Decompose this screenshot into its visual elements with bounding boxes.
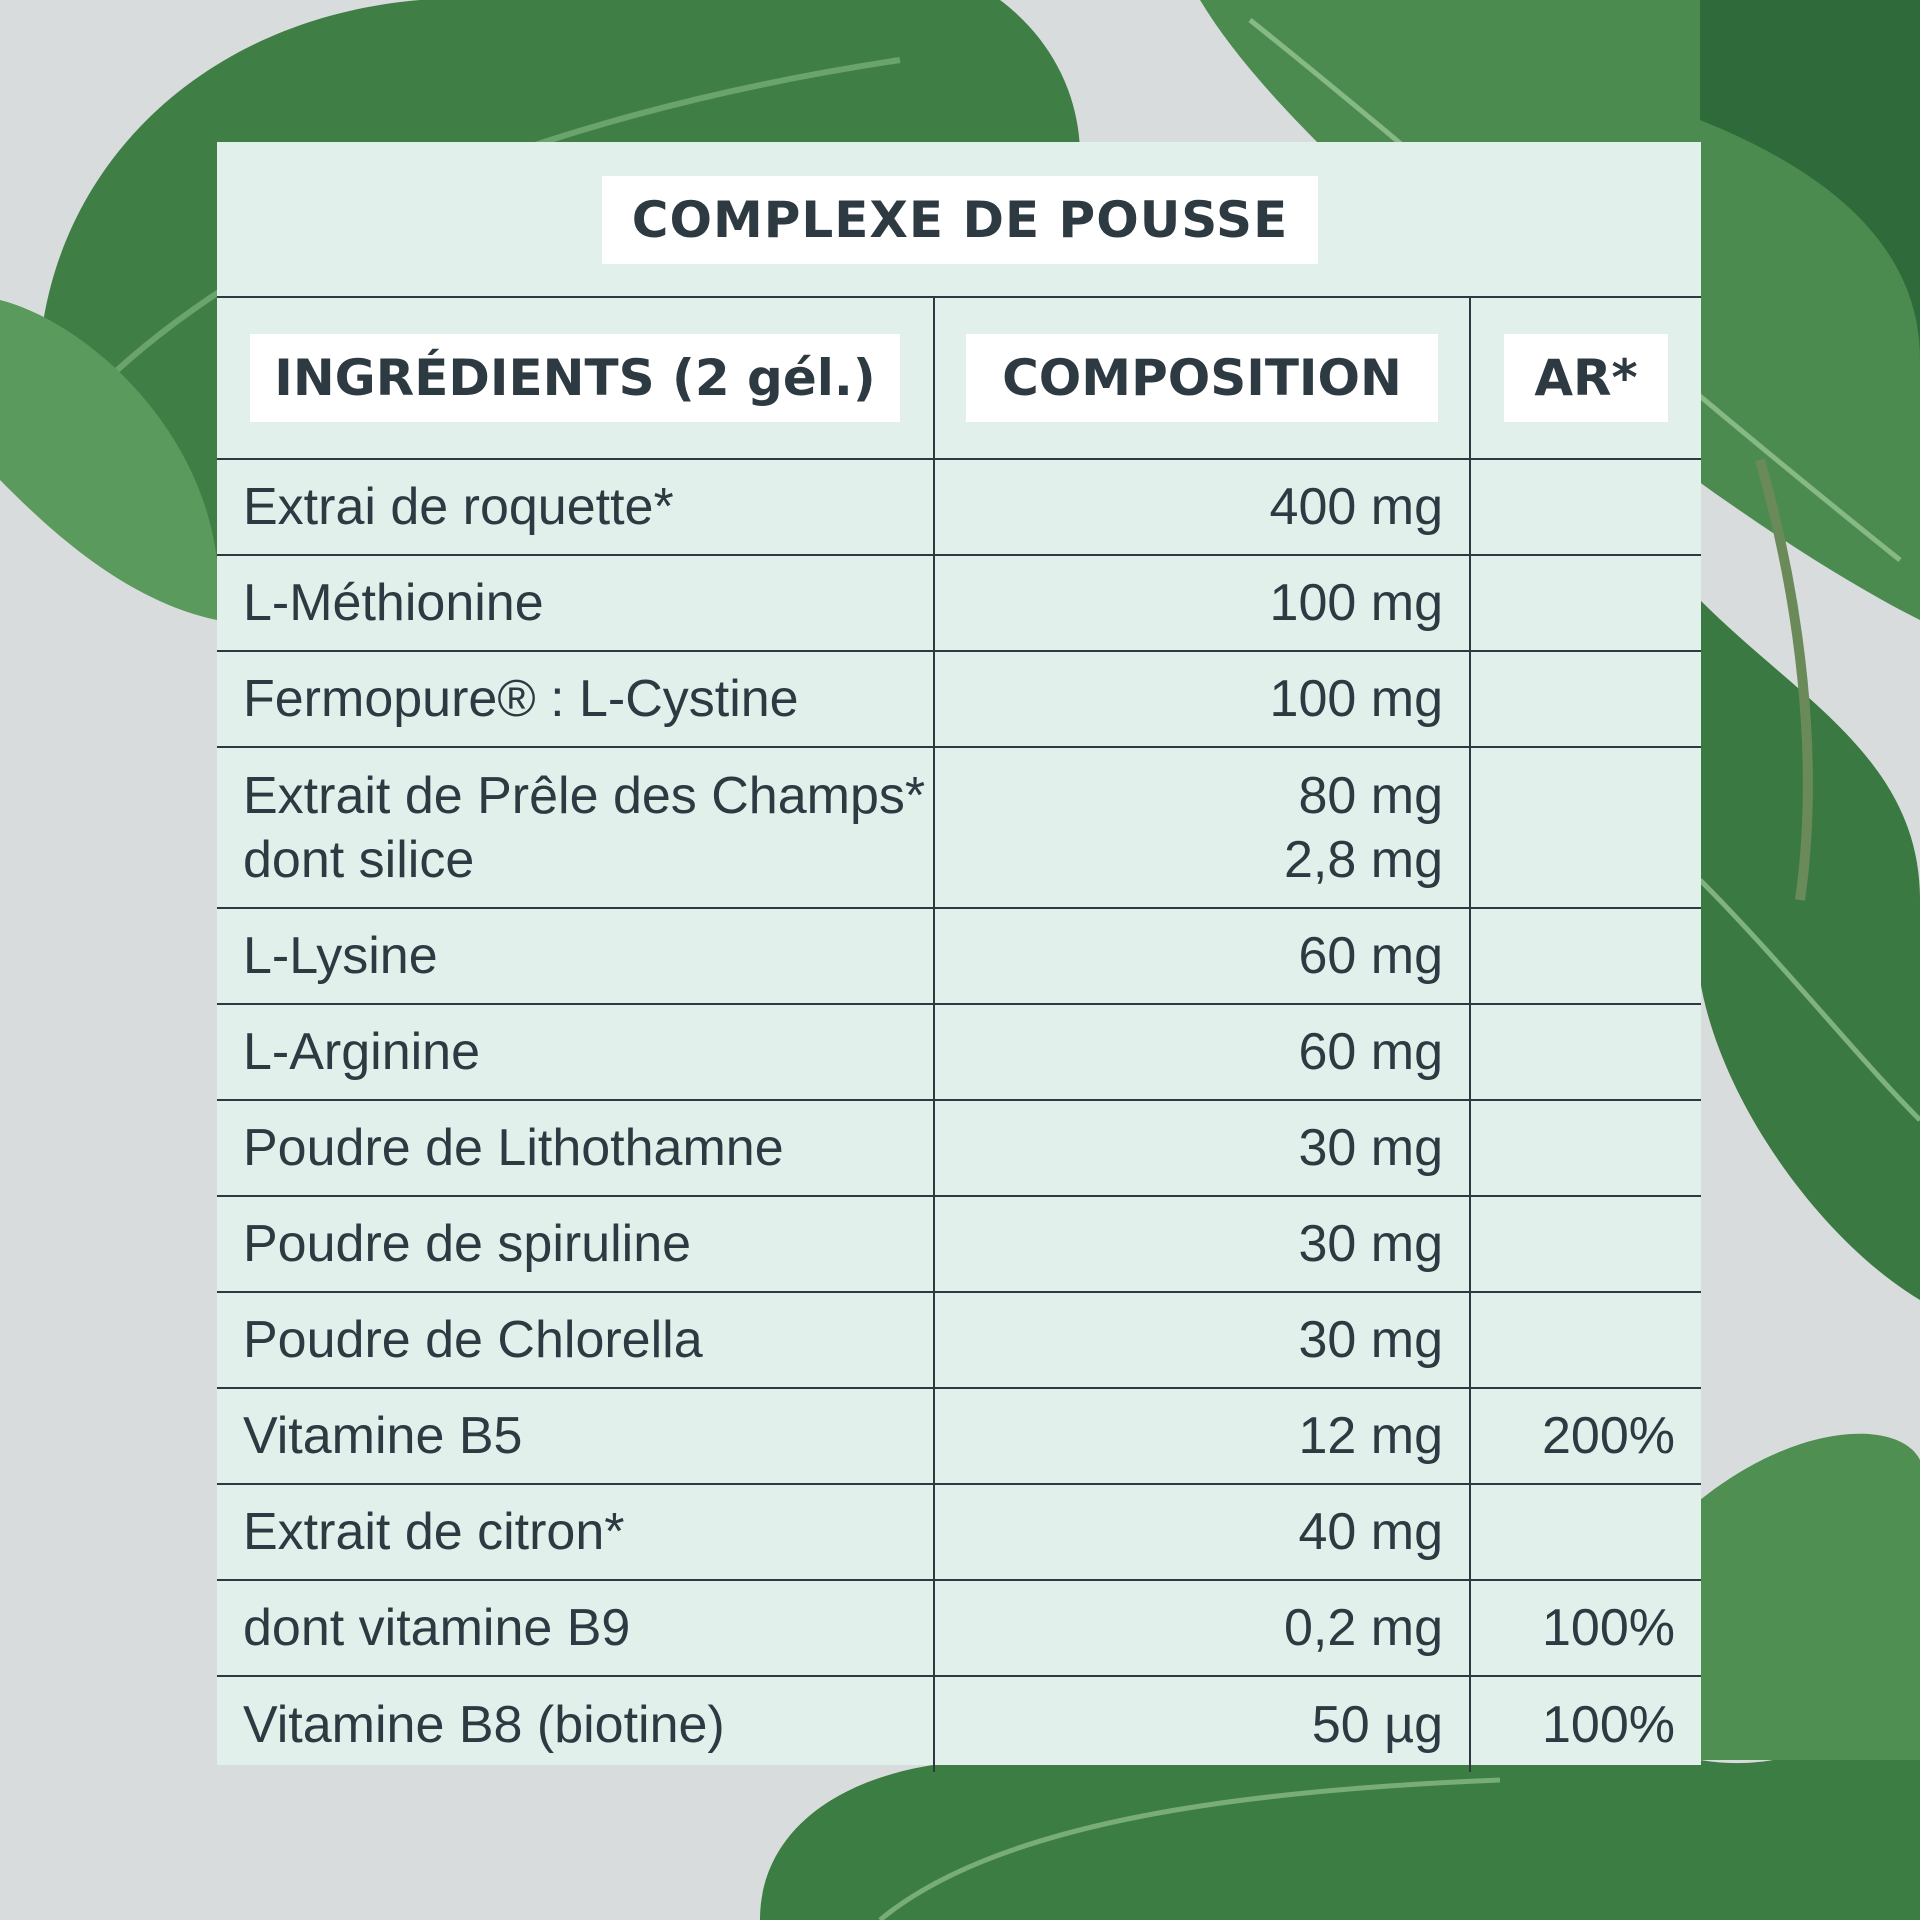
ingredient-sub-amount: 2,8 mg [1284,830,1443,889]
table-row [217,1676,1701,1772]
ingredient-name: Extrait de citron* [217,1484,934,1580]
ingredient-name: Poudre de spiruline [217,1196,934,1292]
title-section [217,142,1701,298]
ingredient-ar [1470,747,1701,908]
ingredient-amount: 0,2 mg [934,1580,1470,1676]
ingredient-amount: 100 mg [934,555,1470,651]
header-row [217,298,1701,459]
ingredient-name: Extrai de roquette* [217,459,934,555]
table-row [217,1388,1701,1484]
ingredient-amount: 40 mg [934,1484,1470,1580]
ingredient-ar [1470,1100,1701,1196]
ingredient-sub-name: dont silice [243,830,475,889]
ingredient-name: Vitamine B8 (biotine) [217,1676,934,1772]
ingredient-ar [1470,1004,1701,1100]
ingredients-table [217,298,1701,1772]
ingredient-name: L-Méthionine [217,555,934,651]
ingredient-ar: 100% [1470,1676,1701,1772]
ingredient-name [217,747,934,908]
ingredient-amount: 60 mg [934,908,1470,1004]
ingredient-main-name: Extrait de Prêle des Champs* [243,766,926,825]
header-ingredients [217,298,934,459]
ingredient-amount: 50 µg [934,1676,1470,1772]
table-row [217,1292,1701,1388]
ingredient-ar [1470,1196,1701,1292]
table-row [217,651,1701,747]
table-row [217,747,1701,908]
table-title: COMPLEXE DE POUSSE [602,176,1318,264]
ingredient-name: Fermopure® : L-Cystine [217,651,934,747]
table-row [217,555,1701,651]
header-ingredients-label: INGRÉDIENTS (2 gél.) [250,334,900,422]
ingredient-amount: 30 mg [934,1292,1470,1388]
header-ar-label: AR* [1504,334,1668,422]
ingredient-name: dont vitamine B9 [217,1580,934,1676]
ingredient-ar [1470,459,1701,555]
ingredient-amount: 30 mg [934,1196,1470,1292]
table-row [217,908,1701,1004]
ingredient-ar: 100% [1470,1580,1701,1676]
ingredient-amount: 100 mg [934,651,1470,747]
ingredient-ar [1470,555,1701,651]
table-row [217,1004,1701,1100]
ingredient-name: Poudre de Lithothamne [217,1100,934,1196]
ingredient-ar: 200% [1470,1388,1701,1484]
table-row [217,1580,1701,1676]
ingredient-name: L-Lysine [217,908,934,1004]
nutrition-table-card [217,142,1701,1765]
ingredient-ar [1470,1292,1701,1388]
ingredient-ar [1470,1484,1701,1580]
ingredient-main-amount: 80 mg [1298,766,1443,825]
ingredient-amount: 60 mg [934,1004,1470,1100]
table-row [217,1196,1701,1292]
table-row [217,1484,1701,1580]
ingredient-amount [934,747,1470,908]
table-row [217,1100,1701,1196]
header-composition [934,298,1470,459]
ingredient-name: Poudre de Chlorella [217,1292,934,1388]
ingredient-name: Vitamine B5 [217,1388,934,1484]
ingredient-amount: 12 mg [934,1388,1470,1484]
ingredient-ar [1470,651,1701,747]
ingredient-amount: 400 mg [934,459,1470,555]
header-composition-label: COMPOSITION [966,334,1438,422]
table-row [217,459,1701,555]
ingredient-amount: 30 mg [934,1100,1470,1196]
header-ar [1470,298,1701,459]
ingredient-name: L-Arginine [217,1004,934,1100]
ingredient-ar [1470,908,1701,1004]
